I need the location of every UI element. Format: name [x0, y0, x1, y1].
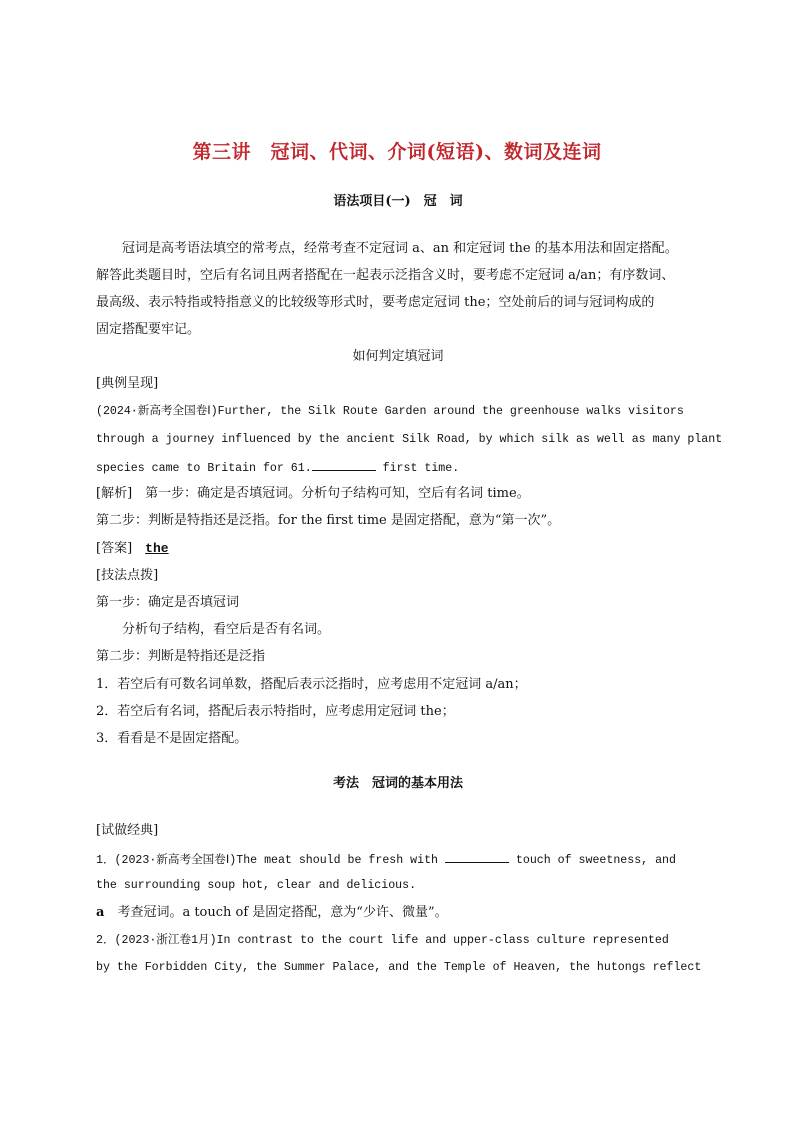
question-2-line-1: 2．(2023·浙江卷1月)In contrast to the court life and upper-class culture represented: [96, 934, 669, 947]
question-1-post: touch of sweetness, and: [508, 854, 676, 867]
section-heading-articles: 语法项目(一) 冠 词: [333, 194, 463, 209]
intro-line-2: 解答此类题目时，空后有名词且两者搭配在一起表示泛指含义时，要考虑不定冠词 a/an；有序数词、: [96, 268, 675, 283]
question-1-blank: [445, 850, 509, 863]
intro-line-1: 冠词是高考语法填空的常考点，经常考查不定冠词 a、an 和定冠词 the 的基本用法和固定搭配。: [122, 241, 678, 256]
answer-value: the: [145, 541, 169, 556]
question-2-line-2: by the Forbidden City, the Summer Palace, and the Temple of Heaven, the hutongs reflect: [96, 961, 702, 974]
analysis-step-1: [96, 485, 700, 503]
question-1-answer: a: [96, 905, 105, 920]
question-1-pre: 1．(2023·新高考全国卷Ⅰ)The meat should be fresh with: [96, 854, 445, 867]
analysis-step-1-text: 第一步：确定是否填冠词。分析句子结构可知，空后有名词 time。: [132, 486, 530, 501]
example-line-3-pre: species came to Britain for 61.: [96, 462, 312, 475]
example-line-1: (2024·新高考全国卷Ⅰ)Further, the Silk Route Garden around the greenhouse walks visitors: [96, 405, 684, 418]
intro-line-3: 最高级、表示特指或特指意义的比较级等形式时，要考虑定冠词 the；空处前后的词与冠词构成的: [96, 295, 655, 310]
answer-line: [96, 540, 700, 558]
tips-label: [技法点拨]: [96, 568, 159, 583]
example-line-3-post: first time.: [375, 462, 460, 475]
question-1-answer-line: [96, 904, 700, 922]
tip-rule-3: 3．看看是不是固定搭配。: [96, 731, 248, 746]
analysis-label: [解析]: [96, 486, 133, 501]
answer-label: [答案]: [96, 541, 133, 556]
question-1-line-1: [96, 850, 700, 870]
answer-blank: [312, 458, 376, 471]
example-line-2: through a journey influenced by the ancient Silk Road, by which silk as well as many plant: [96, 433, 723, 446]
example-line-3: [96, 458, 700, 478]
tip-step-1-detail: 分析句子结构，看空后是否有名词。: [122, 622, 331, 637]
tip-rule-1: 1．若空后有可数名词单数，搭配后表示泛指时，应考虑用不定冠词 a/an；: [96, 677, 527, 692]
tip-rule-2: 2．若空后有名词，搭配后表示特指时，应考虑用定冠词 the；: [96, 704, 455, 719]
tip-step-1: 第一步：确定是否填冠词: [96, 595, 240, 610]
example-label: [典例呈现]: [96, 376, 159, 391]
analysis-step-2: 第二步：判断是特指还是泛指。for the first time 是固定搭配，意为“第一次”。: [96, 513, 561, 528]
tip-step-2: 第二步：判断是特指还是泛指: [96, 649, 266, 664]
practice-label: [试做经典]: [96, 823, 159, 838]
page-title: 第三讲 冠词、代词、介词(短语)、数词及连词: [192, 141, 602, 163]
question-1-line-2: the surrounding soup hot, clear and delicious.: [96, 879, 417, 892]
intro-line-4: 固定搭配要牢记。: [96, 322, 201, 337]
question-1-explanation: 考查冠词。a touch of 是固定搭配，意为“少许、微量”。: [104, 905, 448, 920]
subheading-how-to: 如何判定填冠词: [352, 349, 444, 364]
section-heading-basic-usage: 考法 冠词的基本用法: [332, 776, 463, 791]
